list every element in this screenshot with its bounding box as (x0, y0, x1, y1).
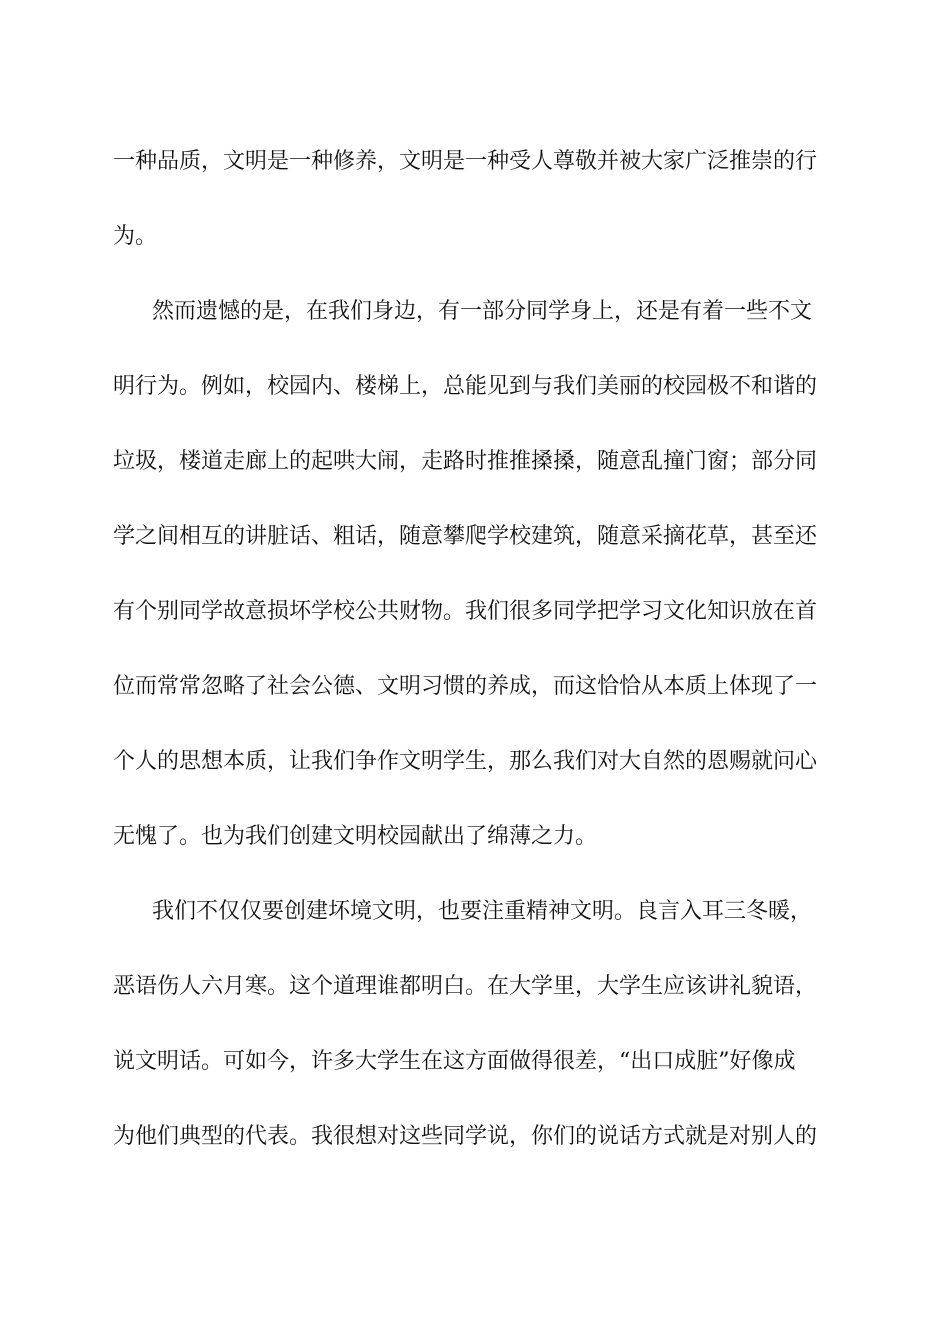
text-line: 有个别同学故意损坏学校公共财物。我们很多同学把学习文化知识放在首 (113, 599, 818, 624)
text-line: 说文明话。可如今，许多大学生在这方面做得很差，“出口成脏”好像成 (113, 1049, 796, 1074)
text-line: 垃圾，楼道走廊上的起哄大闹，走路时推推搡搡，随意乱撞门窗；部分同 (113, 449, 818, 474)
text-line: 个人的思想本质，让我们争作文明学生，那么我们对大自然的恩赐就问心 (113, 749, 818, 774)
text-line: 为。 (113, 224, 158, 249)
text-line: 为他们典型的代表。我很想对这些同学说，你们的说话方式就是对别人的 (113, 1124, 818, 1149)
text-line: 位而常常忽略了社会公德、文明习惯的养成，而这恰恰从本质上体现了一 (113, 674, 818, 699)
text-line: 学之间相互的讲脏话、粗话，随意攀爬学校建筑，随意采摘花草，甚至还 (113, 524, 818, 549)
text-line: 一种品质，文明是一种修养，文明是一种受人尊敬并被大家广泛推崇的行 (113, 149, 818, 174)
text-line: 明行为。例如，校园内、楼梯上，总能见到与我们美丽的校园极不和谐的 (113, 374, 818, 399)
text-line: 恶语伤人六月寒。这个道理谁都明白。在大学里，大学生应该讲礼貌语， (113, 974, 818, 999)
paragraph-start-line: 然而遗憾的是，在我们身边，有一部分同学身上，还是有着一些不文 (152, 299, 813, 324)
text-line: 无愧了。也为我们创建文明校园献出了绵薄之力。 (113, 824, 598, 849)
paragraph-start-line: 我们不仅仅要创建坏境文明，也要注重精神文明。良言入耳三冬暖， (152, 899, 813, 924)
